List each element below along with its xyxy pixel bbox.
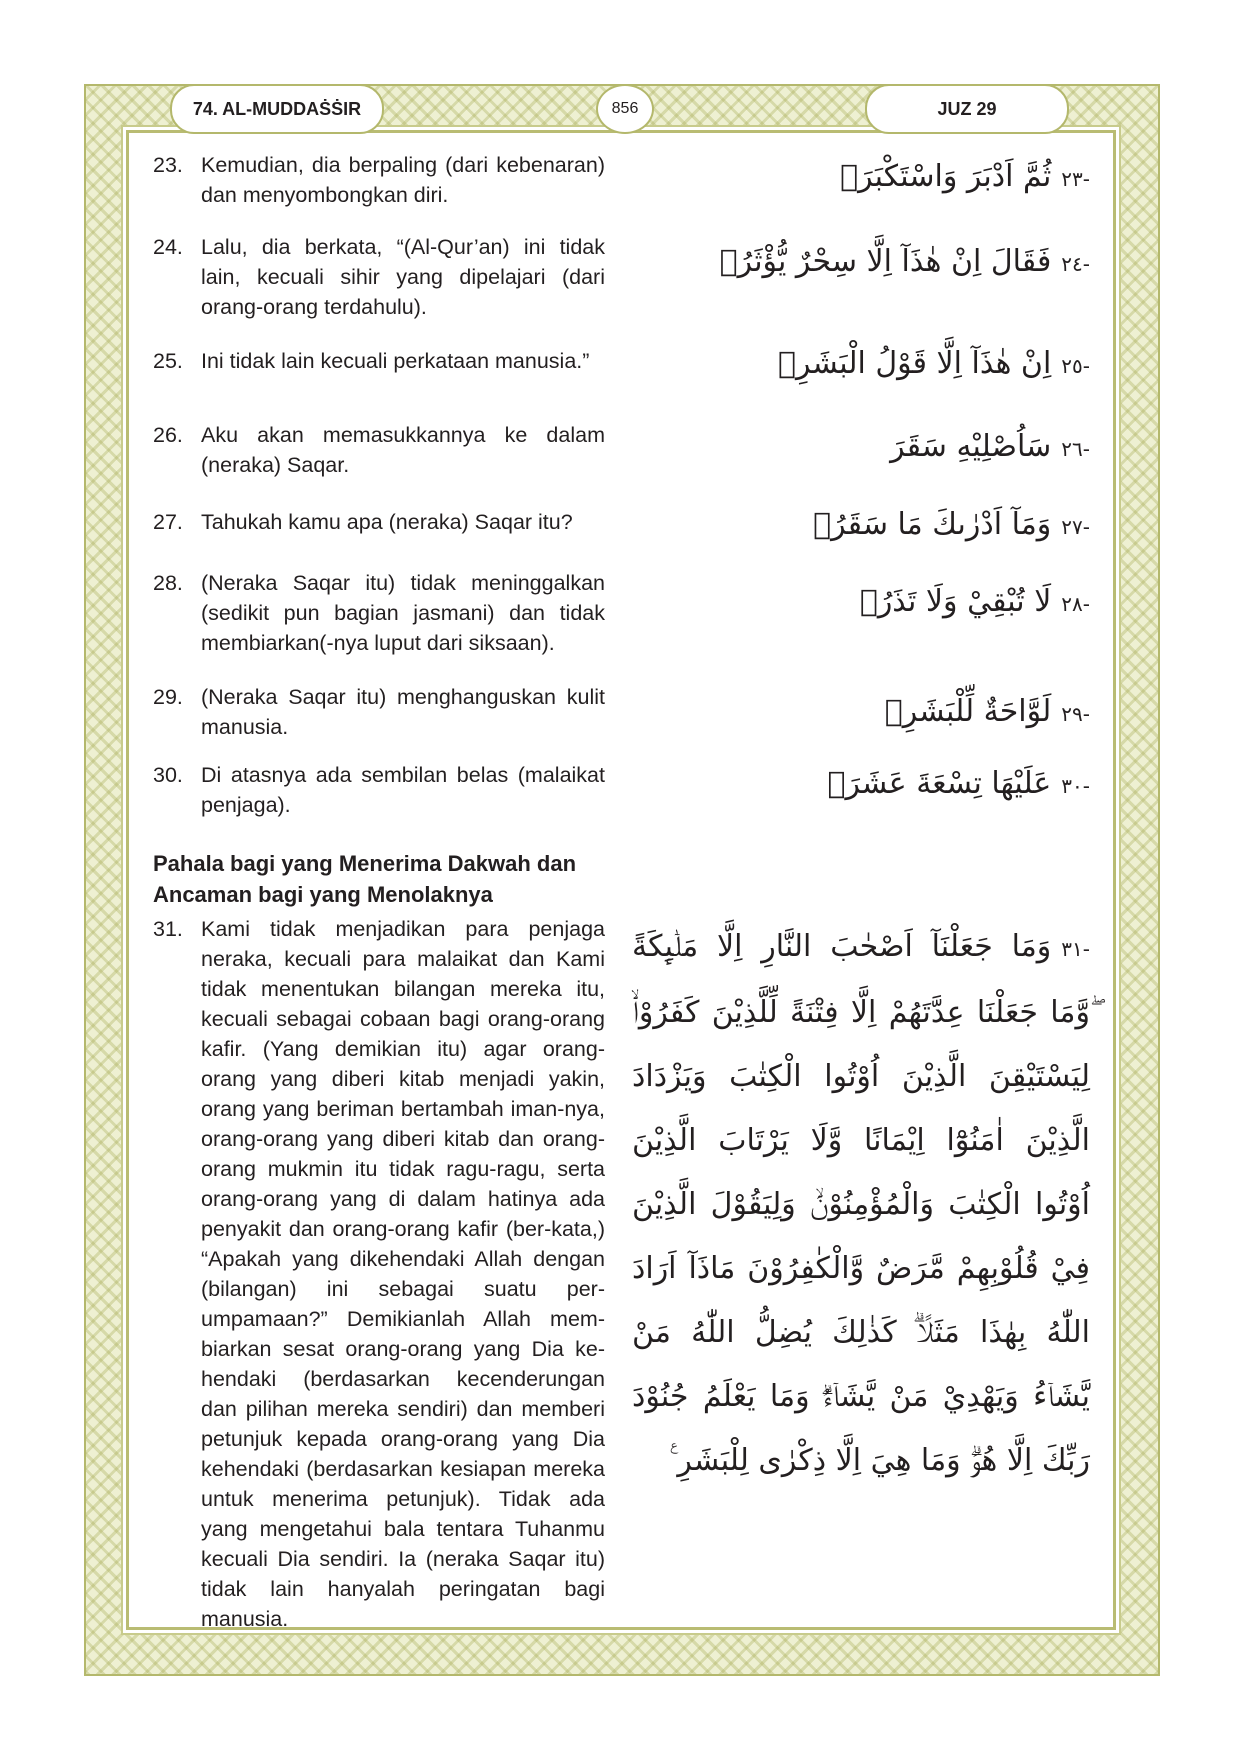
arabic-28 [860,580,1090,626]
verse-number: 29. [153,685,183,709]
translation-26 [153,420,605,480]
arabic-text: سَاُصْلِيْهِ سَقَرَ [890,429,1052,464]
arabic-text: وَمَآ اَدْرٰىكَ مَا سَقَرُۗ [813,507,1052,542]
arabic-verse-number: -٢٤ [1061,252,1090,276]
arabic-text: عَلَيْهَا تِسْعَةَ عَشَرَۗ [827,766,1052,801]
verse-text: Tahukah kamu apa (neraka) Saqar itu? [201,510,573,534]
verse-number: 23. [153,153,183,177]
translation-29 [153,682,605,742]
verse-text: Aku akan memasukkannya ke dalam (neraka) Saqar. [201,423,605,477]
arabic-text: اِنْ هٰذَآ اِلَّا قَوْلُ الْبَشَرِۗ [777,346,1052,381]
translation-30 [153,760,605,820]
arabic-verse-number: -٣٠ [1061,774,1090,798]
arabic-31 [632,915,1090,1493]
arabic-30 [827,762,1090,808]
verse-number: 27. [153,510,183,534]
translation-27 [153,507,605,537]
arabic-verse-number: -٢٨ [1061,592,1090,616]
verse-text: Kami tidak menjadikan para penjaga neraka, kecuali para malaikat dan Kami tidak menentukan bilangan mereka itu, kecuali sebagai cobaan bagi orang-orang kafir. (Yang demikian itu) agar orang-orang yang diberi kitab menjadi yakin, orang yang beriman bertambah iman-nya, orang-orang yang diberi kitab dan orang-orang mukmin itu tidak ragu-ragu, serta orang-orang yang di dalam hatinya ada penyakit dan orang-orang kafir (ber-kata,) “Apakah yang dikehendaki Allah dengan (bilangan) ini sebagai suatu per-umpamaan?” Demikianlah Allah mem-biarkan sesat orang-orang yang Dia ke-hendaki (berdasarkan kecenderungan dan pilihan mereka sendiri) dan memberi petunjuk kepada orang-orang yang Dia kehendaki (berdasarkan kesiapan mereka untuk menerima petunjuk). Tidak ada yang mengetahui bala tentara Tuhanmu kecuali Dia sendiri. Ia (neraka Saqar itu) tidak lain hanyalah peringatan bagi manusia. [201,917,605,1631]
arabic-text: ثُمَّ اَدْبَرَ وَاسْتَكْبَرَۙ [840,159,1052,194]
translation-25 [153,346,605,376]
verse-text: Kemudian, dia berpaling (dari kebenaran) dan menyombongkan diri. [201,153,605,207]
translation-24 [153,232,605,322]
verse-text: Ini tidak lain kecuali perkataan manusia.” [201,349,590,373]
verse-number: 31. [153,917,183,941]
translation-31 [153,914,605,1634]
arabic-25 [778,342,1090,388]
arabic-26 [890,425,1090,471]
arabic-29 [885,690,1090,736]
arabic-verse-number: -٢٩ [1061,702,1090,726]
verse-number: 25. [153,349,183,373]
verse-text: (Neraka Saqar itu) menghanguskan kulit manusia. [201,685,605,739]
juz-label: JUZ 29 [865,84,1069,134]
arabic-text: لَا تُبْقِيْ وَلَا تَذَرُۚ [859,584,1052,619]
verse-text: Lalu, dia berkata, “(Al-Qur’an) ini tidak lain, kecuali sihir yang dipelajari (dari orang-orang terdahulu). [201,235,605,319]
verse-number: 30. [153,763,183,787]
arabic-text: فَقَالَ اِنْ هٰذَآ اِلَّا سِحْرٌ يُّؤْثَرُۙ [719,244,1052,279]
arabic-text: لَوَّاحَةٌ لِّلْبَشَرِۚ [884,694,1052,729]
arabic-verse-number: -٢٣ [1061,167,1090,191]
translation-28 [153,568,605,658]
verse-number: 26. [153,423,183,447]
arabic-verse-number: -٢٦ [1061,437,1090,461]
arabic-text: وَمَا جَعَلْنَآ اَصْحٰبَ النَّارِ اِلَّا مَلٰۤىِٕكَةً ۖوَّمَا جَعَلْنَا عِدَّتَهُمْ اِلَّا فِتْنَةً لِّلَّذِيْنَ كَفَرُوْاۙ لِيَسْتَيْقِنَ الَّذِيْنَ اُوْتُوا الْكِتٰبَ وَيَزْدَادَ الَّذِيْنَ اٰمَنُوْٓا اِيْمَانًا وَّلَا يَرْتَابَ الَّذِيْنَ اُوْتُوا الْكِتٰبَ وَالْمُؤْمِنُوْنَۙ وَلِيَقُوْلَ الَّذِيْنَ فِيْ قُلُوْبِهِمْ مَّرَضٌ وَّالْكٰفِرُوْنَ مَاذَآ اَرَادَ اللّٰهُ بِهٰذَا مَثَلًاۗ كَذٰلِكَ يُضِلُّ اللّٰهُ مَنْ يَّشَاۤءُ وَيَهْدِيْ مَنْ يَّشَاۤءُۗ وَمَا يَعْلَمُ جُنُوْدَ رَبِّكَ اِلَّا هُوَۗ وَمَا هِيَ اِلَّا ذِكْرٰى لِلْبَشَرِ ࣖ [632,929,1090,1478]
arabic-23 [840,155,1090,201]
section-heading: Pahala bagi yang Menerima Dakwah dan Ancaman bagi yang Menolaknya [153,851,577,907]
verse-number: 24. [153,235,183,259]
verse-text: Di atasnya ada sembilan belas (malaikat penjaga). [201,763,605,817]
page-number: 856 [596,84,654,134]
verse-text: (Neraka Saqar itu) tidak meninggalkan (sedikit pun bagian jasmani) dan tidak membiarkan(-nya luput dari siksaan). [201,571,605,655]
verse-number: 28. [153,571,183,595]
surah-title: 74. AL-MUDDAṠṠIR [170,84,384,134]
arabic-24 [720,240,1090,286]
arabic-27 [813,503,1090,549]
arabic-verse-number: -٣١ [1061,937,1090,961]
arabic-verse-number: -٢٥ [1061,354,1090,378]
arabic-verse-number: -٢٧ [1061,515,1090,539]
translation-23 [153,150,605,210]
